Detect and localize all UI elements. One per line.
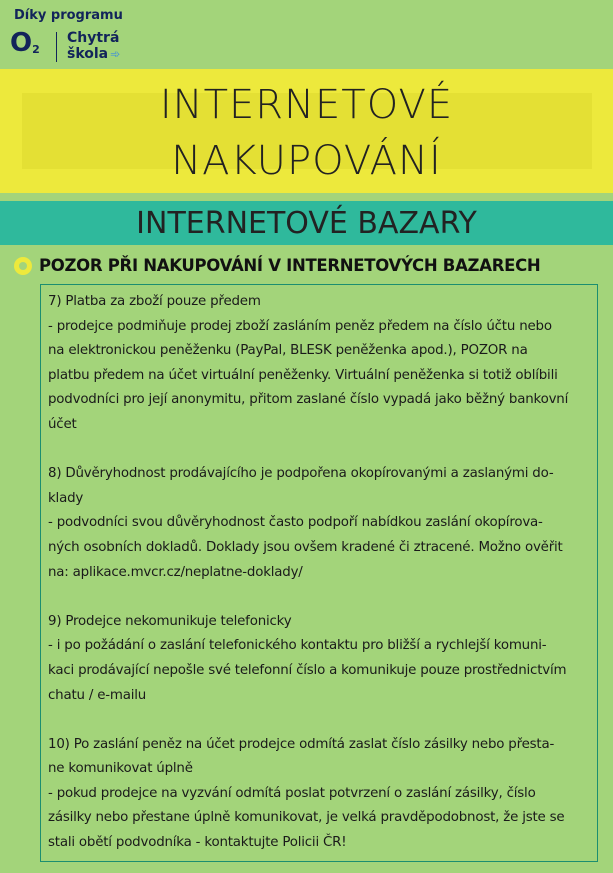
logo-name-line1: Chytrá <box>67 30 120 46</box>
logo-tagline: Díky programu <box>14 8 123 23</box>
item-line: platbu předem na účet virtuální peněženky. Virtuální peněženka si totiž oblíbili <box>48 367 558 383</box>
item-heading: 8) Důvěryhodnost prodávajícího je podpořena okopírovanými a zaslanými do- <box>48 466 554 482</box>
logo-brand-sub: 2 <box>32 43 40 56</box>
item-line: zásilky nebo přestane úplně komunikovat, je velká pravděpodobnost, že jste se <box>48 810 565 826</box>
content-box <box>40 284 598 862</box>
item-9 <box>48 610 589 708</box>
page-title-line1: INTERNETOVÉ <box>159 82 454 128</box>
page-title <box>0 77 613 189</box>
bullet-icon <box>14 257 32 275</box>
section-heading: POZOR PŘI NAKUPOVÁNÍ V INTERNETOVÝCH BAZARECH <box>39 256 541 275</box>
paragraph-gap <box>48 708 589 733</box>
item-heading: 10) Po zaslání peněz na účet prodejce odmítá zaslat číslo zásilky nebo přesta- <box>48 736 555 752</box>
paragraph-gap <box>48 438 589 463</box>
item-line: - pokud prodejce na vyzvání odmítá poslat potvrzení o zaslání zásilky, číslo <box>48 785 536 801</box>
item-line: účet <box>48 416 77 432</box>
item-line: na elektronickou peněženku (PayPal, BLESK peněženka apod.), POZOR na <box>48 343 528 359</box>
item-line: podvodníci pro její anonymitu, přitom zaslané číslo vypadá jako běžný bankovní <box>48 392 569 408</box>
item-line: klady <box>48 490 84 506</box>
o2-chytra-skola-logo <box>10 6 150 66</box>
item-heading: 9) Prodejce nekomunikuje telefonicky <box>48 613 292 629</box>
o2-logo-mark <box>10 28 40 65</box>
item-line: - i po požádání o zaslání telefonického kontaktu pro bližší a rychlejší komuni- <box>48 638 547 654</box>
page-title-line2: NAKUPOVÁNÍ <box>171 138 442 184</box>
item-heading: 7) Platba za zboží pouze předem <box>48 294 261 309</box>
item-line: kaci prodávající nepošle své telefonní číslo a komunikuje pouze prostřednictvím <box>48 662 567 678</box>
logo-name <box>67 30 120 62</box>
item-8 <box>48 462 589 585</box>
bird-icon: ➾ <box>110 47 121 61</box>
item-line: - podvodníci svou důvěryhodnost často podpoří nabídkou zaslání okopírova- <box>48 515 543 531</box>
subtitle-banner <box>0 201 613 245</box>
item-7 <box>48 290 589 438</box>
item-10 <box>48 733 589 856</box>
item-line: ných osobních dokladů. Doklady jsou ovšem kradené či ztracené. Možno ověřit <box>48 539 563 555</box>
item-line: stali obětí podvodníka - kontaktujte Policii ČR! <box>48 835 347 851</box>
page-subtitle: INTERNETOVÉ BAZARY <box>136 206 477 241</box>
item-line: chatu / e-mailu <box>48 687 147 703</box>
logo-divider <box>56 32 57 62</box>
item-line: - prodejce podmiňuje prodej zboží zasláním peněz předem na číslo účtu nebo <box>48 318 552 334</box>
item-line: na: aplikace.mvcr.cz/neplatne-doklady/ <box>48 564 303 580</box>
logo-name-line2: škola <box>67 46 109 62</box>
logo-brand: O <box>10 28 33 58</box>
paragraph-gap <box>48 585 589 610</box>
title-banner <box>0 69 613 193</box>
item-line: ne komunikovat úplně <box>48 761 193 777</box>
